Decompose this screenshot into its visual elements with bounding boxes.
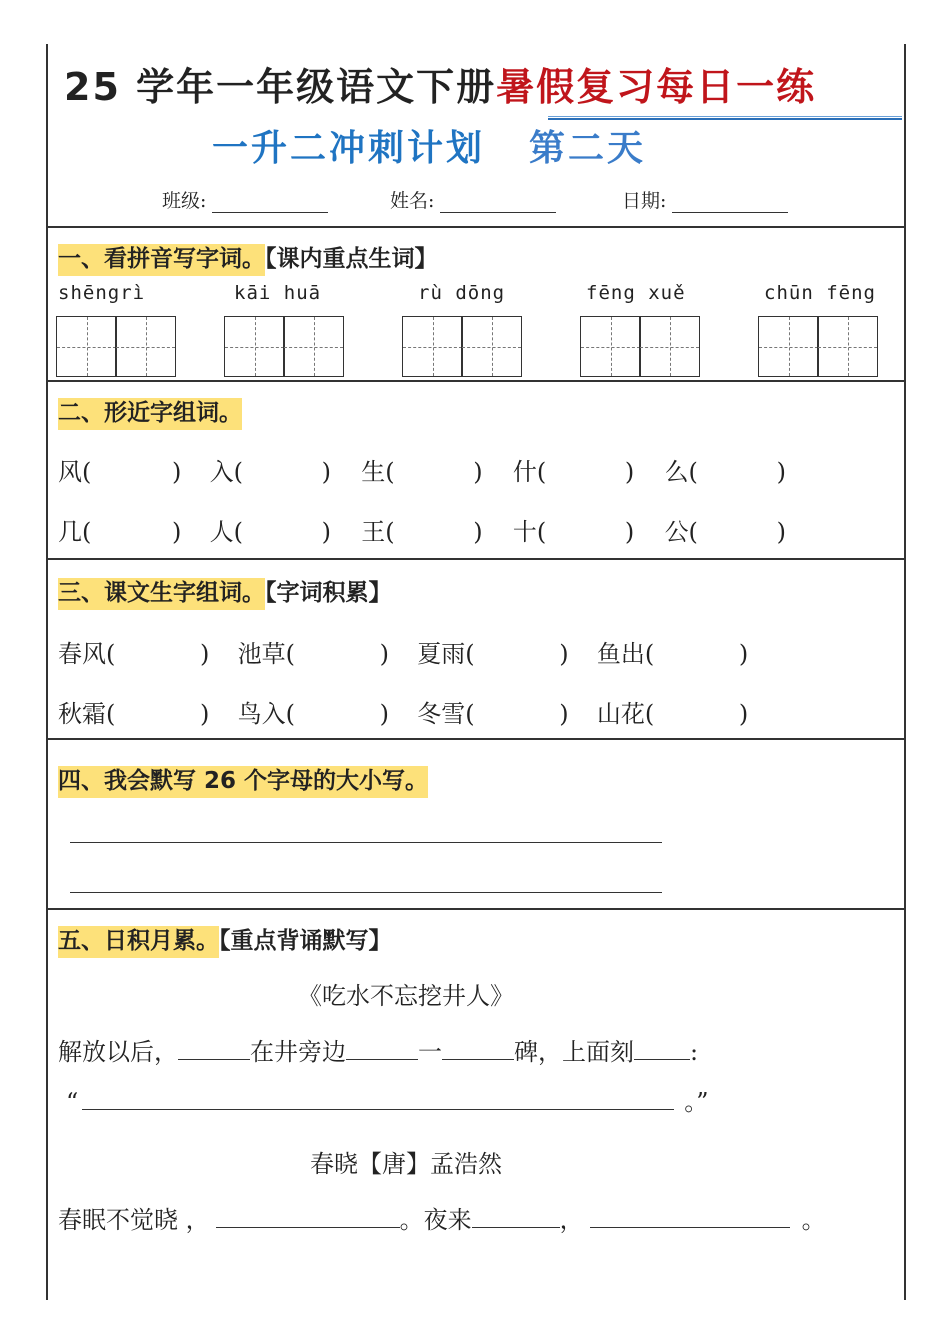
section-similar-chars (48, 380, 904, 558)
section4-heading: 四、我会默写 26 个字母的大小写。 (56, 760, 434, 799)
section-pinyin: 一、看拼音写字词。【课内重点生词】 shēngrì kāi huā rù dōng fēng xuě chūn fēng (48, 226, 904, 380)
subtitle-plan: 一升二冲刺计划 (212, 128, 486, 169)
class-field[interactable] (162, 186, 328, 213)
fill-blank[interactable] (472, 1206, 560, 1228)
word-building-row-2: 秋霜( ) 鸟入( ) 冬雪( ) 山花( ) (58, 700, 749, 728)
section5-heading: 五、日积月累。【重点背诵默写】 (56, 920, 398, 959)
section3-heading: 三、课文生字组词。【字词积累】 (56, 572, 398, 611)
fill-blank[interactable] (346, 1038, 418, 1060)
name-label: 姓名: (390, 190, 435, 212)
writing-boxes[interactable] (580, 316, 698, 377)
answer-line[interactable] (70, 842, 662, 843)
quote-line: “ 。” (66, 1088, 709, 1116)
similar-chars-row-1: 风( ) 入( ) 生( ) 什( ) 么( ) (58, 458, 786, 486)
fill-blank[interactable] (82, 1088, 674, 1110)
subtitle (212, 120, 646, 171)
name-blank[interactable] (440, 197, 556, 213)
story-line: 解放以后， 在井旁边 一 碑，上面刻 : (58, 1038, 699, 1066)
poem-line: 春眠不觉晓 ， 。夜来 ， 。 (58, 1206, 826, 1234)
section-alphabet (48, 738, 904, 908)
main-title (64, 56, 816, 111)
similar-chars-row-2: 几( ) 人( ) 王( ) 十( ) 公( ) (58, 518, 786, 546)
name-field[interactable] (390, 186, 556, 213)
date-blank[interactable] (672, 197, 788, 213)
fill-blank[interactable] (178, 1038, 250, 1060)
fill-blank[interactable] (590, 1206, 790, 1228)
section-recitation (48, 908, 904, 1300)
class-label: 班级: (162, 190, 207, 212)
story-title: 《吃水不忘挖井人》 (298, 982, 514, 1010)
answer-line[interactable] (70, 892, 662, 893)
fill-blank[interactable] (442, 1038, 514, 1060)
fill-blank[interactable] (634, 1038, 690, 1060)
writing-boxes[interactable] (56, 316, 174, 377)
section2-heading: 二、形近字组词。 (56, 392, 248, 431)
writing-boxes[interactable] (758, 316, 876, 377)
worksheet (46, 44, 906, 1300)
class-blank[interactable] (212, 197, 328, 213)
date-label: 日期: (622, 190, 667, 212)
section-word-building (48, 558, 904, 738)
section1-heading: 一、看拼音写字词。【课内重点生词】 (56, 238, 444, 277)
date-field[interactable] (622, 186, 788, 213)
word-building-row-1: 春风( ) 池草( ) 夏雨( ) 鱼出( ) (58, 640, 749, 668)
title-red: 暑假复习每日一练 (496, 65, 817, 109)
subtitle-day: 第二天 (529, 128, 647, 169)
title-black: 25 学年一年级语文下册 (64, 65, 497, 109)
writing-boxes[interactable] (402, 316, 520, 377)
fill-blank[interactable] (216, 1206, 400, 1228)
poem-title: 春晓【唐】孟浩然 (310, 1150, 502, 1178)
writing-boxes[interactable] (224, 316, 342, 377)
